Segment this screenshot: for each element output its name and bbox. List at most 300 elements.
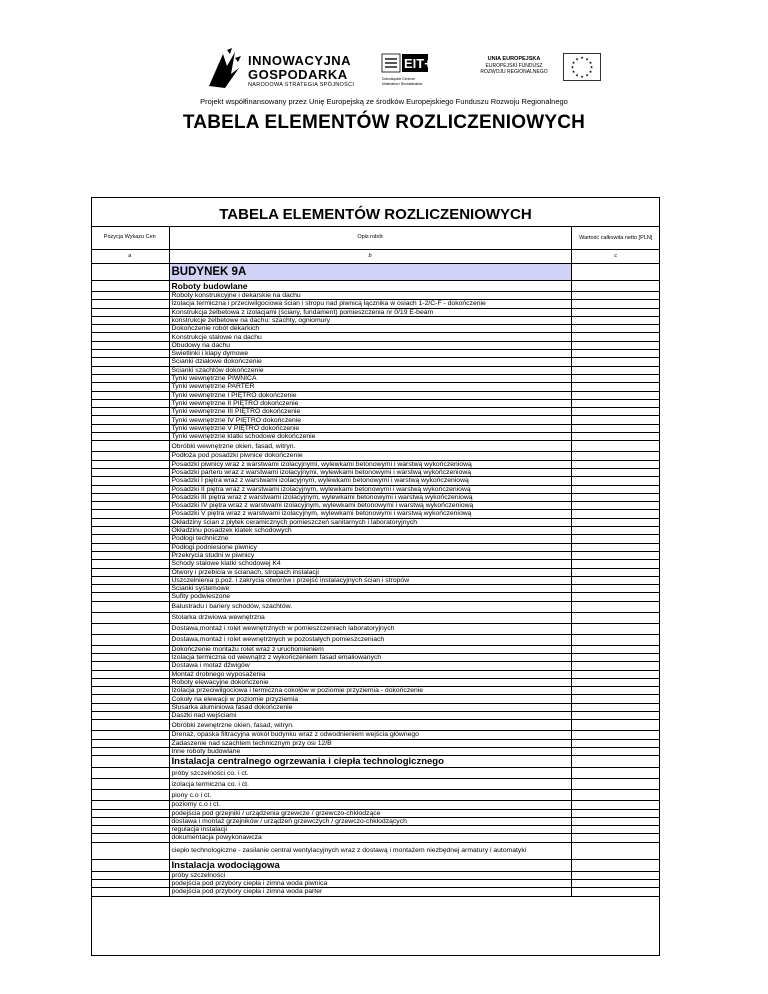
table-row xyxy=(91,842,660,859)
logo-name-line2: GOSPODARKA xyxy=(248,67,348,82)
value-cell xyxy=(571,871,660,879)
position-cell xyxy=(91,433,169,441)
description-cell: Tynki wewnętrzne PIWNICA xyxy=(169,374,571,382)
description-cell: Stolarka drzwiowa wewnętrzna xyxy=(169,612,571,623)
value-cell xyxy=(571,316,660,324)
table-row xyxy=(91,358,660,366)
description-cell: podejścia pod przybory ciepła i zimna woda parter xyxy=(169,888,571,896)
description-cell: Zadaszenie nad szachtem technicznym przy osi 12/B xyxy=(169,739,571,747)
table-row xyxy=(91,543,660,551)
table-row xyxy=(91,739,660,747)
value-cell xyxy=(571,468,660,476)
description-cell: Podłogi podniesione piwnicy xyxy=(169,543,571,551)
logo-subtitle: NARODOWA STRATEGIA SPÓJNOŚCI xyxy=(248,82,355,88)
position-cell xyxy=(91,826,169,834)
table-row xyxy=(91,712,660,720)
position-cell xyxy=(91,350,169,358)
description-cell: podejścia pod grzejniki / urządzenia grzewcze / grzewczo-chkłodzące xyxy=(169,809,571,817)
description-cell: Ślusarka aluminiowa fasad dokończenie xyxy=(169,703,571,711)
description-cell: Konstrukcje stalowe na dachu xyxy=(169,333,571,341)
table-row xyxy=(91,452,660,460)
description-cell: Tynki wewnętrzne III PIĘTRO dokończenie xyxy=(169,408,571,416)
elements-table xyxy=(91,226,660,897)
position-cell xyxy=(91,842,169,859)
table-row xyxy=(91,510,660,518)
value-cell xyxy=(571,834,660,842)
value-cell xyxy=(571,678,660,686)
description-cell: Tynki wewnętrzne I PIĘTRO dokończenie xyxy=(169,391,571,399)
position-cell xyxy=(91,790,169,801)
table-row xyxy=(91,678,660,686)
position-cell xyxy=(91,623,169,634)
value-cell xyxy=(571,880,660,888)
table-row xyxy=(91,695,660,703)
position-cell xyxy=(91,768,169,779)
svg-text:Materiałów i Biomateriałów: Materiałów i Biomateriałów xyxy=(382,82,423,86)
value-cell xyxy=(571,350,660,358)
table-row xyxy=(91,790,660,801)
description-cell: Posadzki V piętra wraz z warstwami izolacyjnym, wylewkami betonowymi i warstwą wykończeniową xyxy=(169,510,571,518)
table-row xyxy=(91,399,660,407)
position-cell xyxy=(91,576,169,584)
table-row xyxy=(91,560,660,568)
value-cell xyxy=(571,477,660,485)
description-cell: Okładzinu posadzek klatek schodowych xyxy=(169,527,571,535)
value-cell xyxy=(571,653,660,661)
position-cell xyxy=(91,325,169,333)
position-cell xyxy=(91,391,169,399)
value-cell xyxy=(571,551,660,559)
table-row xyxy=(91,576,660,584)
value-cell xyxy=(571,695,660,703)
value-cell xyxy=(571,670,660,678)
value-cell xyxy=(571,601,660,612)
position-cell xyxy=(91,341,169,349)
svg-text:★: ★ xyxy=(571,60,576,65)
col-header-description: Opis robót xyxy=(169,227,571,250)
col-header-position: Pozycja Wykazu Cen xyxy=(91,227,169,250)
value-cell xyxy=(571,535,660,543)
table-row xyxy=(91,634,660,645)
description-cell: Dostawa,montaż i rolet wewnętrznych w pozostałych pomieszczeniach xyxy=(169,634,571,645)
position-cell xyxy=(91,662,169,670)
eu-flag-icon xyxy=(563,53,601,81)
position-cell xyxy=(91,399,169,407)
table-row xyxy=(91,300,660,308)
value-cell xyxy=(571,341,660,349)
description-cell: Dokończenie montażu rolet wraz z uruchomieniem xyxy=(169,645,571,653)
table-row xyxy=(91,333,660,341)
position-cell xyxy=(91,888,169,896)
value-cell xyxy=(571,399,660,407)
description-cell: dokumentacja powykonawcza xyxy=(169,834,571,842)
value-cell xyxy=(571,739,660,747)
eu-line3: ROZWOJU REGIONALNEGO xyxy=(480,69,548,75)
value-cell xyxy=(571,308,660,316)
table-row xyxy=(91,817,660,825)
position-cell xyxy=(91,543,169,551)
description-cell: Tynki wewnętrzne PARTER xyxy=(169,383,571,391)
table-row xyxy=(91,485,660,493)
position-cell xyxy=(91,687,169,695)
position-cell xyxy=(91,316,169,324)
col-letter-b: b xyxy=(169,250,571,264)
description-cell: Obróbki zewnętrzne okien, fasad, witryn. xyxy=(169,720,571,731)
table-row xyxy=(91,871,660,879)
eit-logo xyxy=(378,52,452,92)
table-row xyxy=(91,593,660,601)
description-cell: Świetlinki i klapy dymowe xyxy=(169,350,571,358)
description-cell: ciepło technologiczne - zasilanie central wentylacyjnych wraz z dostawą i montażem niezbędnej armatury i automatyki xyxy=(169,842,571,859)
description-cell: Posadzki III piętra wraz z warstwami izolacyjnym, wylewkami betonowymi i warstwą wykończeniową xyxy=(169,493,571,501)
table-row xyxy=(91,433,660,441)
table-row xyxy=(91,568,660,576)
building-row xyxy=(91,264,660,281)
svg-text:★: ★ xyxy=(571,69,576,74)
position-cell xyxy=(91,292,169,300)
position-cell xyxy=(91,568,169,576)
value-cell xyxy=(571,687,660,695)
description-cell: Przekrycia studni w piwnicy xyxy=(169,551,571,559)
table-row xyxy=(91,747,660,755)
value-cell xyxy=(571,383,660,391)
table-title: TABELA ELEMENTÓW ROZLICZENIOWYCH xyxy=(219,206,532,223)
table-row xyxy=(91,316,660,324)
value-cell xyxy=(571,720,660,731)
svg-text:★: ★ xyxy=(575,56,579,62)
value-cell xyxy=(571,300,660,308)
value-cell xyxy=(571,527,660,535)
table-row xyxy=(91,662,660,670)
value-cell xyxy=(571,623,660,634)
table-row xyxy=(91,585,660,593)
description-cell: konstrukcje żelbetowe na dachu: szachty, ogniomury xyxy=(169,316,571,324)
value-cell xyxy=(571,842,660,859)
svg-text:★: ★ xyxy=(580,74,584,79)
value-cell xyxy=(571,518,660,526)
description-cell: Dostawa,montaż i rolet wewnętrznych w pomieszczeniach laboratoryjnych xyxy=(169,623,571,634)
section-title: Instalacja wodociągowa xyxy=(169,859,571,871)
description-cell: Tynki wewnętrzne IV PIĘTRO dokończenie xyxy=(169,416,571,424)
value-cell xyxy=(571,747,660,755)
description-cell: Dokończenie robót dekarkich xyxy=(169,325,571,333)
position-cell xyxy=(91,527,169,535)
description-cell: Uszczelnienia p.poż. i zakrycia otworów i przejść instalacyjnych ścian i stropów xyxy=(169,576,571,584)
section-row xyxy=(91,756,660,768)
value-cell xyxy=(571,779,660,790)
position-cell xyxy=(91,551,169,559)
value-cell xyxy=(571,585,660,593)
table-row xyxy=(91,374,660,382)
description-cell: Konstrukcja żelbetowa z izolacjami (ściany, fundament) pomieszczenia nr 0/19 E-beam xyxy=(169,308,571,316)
position-cell xyxy=(91,779,169,790)
table-row xyxy=(91,350,660,358)
svg-text:★: ★ xyxy=(580,55,584,60)
innowacyjna-gospodarka-logo xyxy=(205,46,245,92)
position-cell xyxy=(91,817,169,825)
value-cell xyxy=(571,366,660,374)
value-cell xyxy=(571,416,660,424)
value-cell xyxy=(571,612,660,623)
position-cell xyxy=(91,535,169,543)
description-cell: Otwory i przebicia w ścianach, stropach instalacji xyxy=(169,568,571,576)
description-cell: Podłogi techniczne xyxy=(169,535,571,543)
description-cell: piony c.o i ct. xyxy=(169,790,571,801)
description-cell: Roboty elewacyjne dokończenie xyxy=(169,678,571,686)
description-cell: izolacja termiczna co. i ct. xyxy=(169,779,571,790)
position-cell xyxy=(91,678,169,686)
table-row xyxy=(91,551,660,559)
position-cell xyxy=(91,374,169,382)
value-cell xyxy=(571,560,660,568)
table-row xyxy=(91,383,660,391)
value-cell xyxy=(571,731,660,739)
page-title: TABELA ELEMENTÓW ROZLICZENIOWYCH xyxy=(182,112,586,133)
position-cell xyxy=(91,416,169,424)
value-cell xyxy=(571,809,660,817)
position-cell xyxy=(91,747,169,755)
position-cell xyxy=(91,703,169,711)
description-cell: Ścianki szachtów dokończenie xyxy=(169,366,571,374)
position-cell xyxy=(91,670,169,678)
table-row xyxy=(91,888,660,896)
col-letter-a: a xyxy=(91,250,169,264)
table-row xyxy=(91,612,660,623)
table-row xyxy=(91,834,660,842)
description-cell: Drenaż, opaska filtracyjna wokół budynku wraz z odwodnieniem wejścia głównego xyxy=(169,731,571,739)
value-cell xyxy=(571,391,660,399)
table-row xyxy=(91,441,660,452)
table-row xyxy=(91,720,660,731)
value-cell xyxy=(571,593,660,601)
table-row xyxy=(91,391,660,399)
value-cell xyxy=(571,790,660,801)
header-row xyxy=(91,227,660,250)
table-row xyxy=(91,292,660,300)
position-cell xyxy=(91,560,169,568)
description-cell: Ścianki działowe dokończenie xyxy=(169,358,571,366)
description-cell: Tynki wewnętrzne klatki schodowe dokończenie xyxy=(169,433,571,441)
description-cell: Inne roboty budowlane xyxy=(169,747,571,755)
description-cell: Montaż drobnego wyposażenia xyxy=(169,670,571,678)
description-cell: Posadzki piwnicy wraz z warstwami izolacyjnymi, wylewkami betonowymi i warstwą wykończeniową xyxy=(169,460,571,468)
table-row xyxy=(91,308,660,316)
table-row xyxy=(91,670,660,678)
value-cell xyxy=(571,424,660,432)
description-cell: Obróbki wewnętrzne okien, fasad, witryn. xyxy=(169,441,571,452)
table-row xyxy=(91,687,660,695)
position-cell xyxy=(91,871,169,879)
description-cell: Posadzki I piętra wraz z warstwami izolacyjnym, wylewkami betonowymi i warstwą wykończeniową xyxy=(169,477,571,485)
value-cell xyxy=(571,712,660,720)
table-row xyxy=(91,341,660,349)
value-cell xyxy=(571,801,660,809)
value-cell xyxy=(571,888,660,896)
position-cell xyxy=(91,300,169,308)
table-row xyxy=(91,731,660,739)
table-row xyxy=(91,493,660,501)
position-cell xyxy=(91,731,169,739)
position-cell xyxy=(91,593,169,601)
position-cell xyxy=(91,834,169,842)
value-cell xyxy=(571,568,660,576)
table-row xyxy=(91,502,660,510)
position-cell xyxy=(91,612,169,623)
value-cell xyxy=(571,433,660,441)
table-row xyxy=(91,460,660,468)
description-cell: Podłoża pod posadzki piwnice dokończenie xyxy=(169,452,571,460)
description-cell: Izolacja termiczna od wewnątrz z wykończeniem fasad emaliowanych xyxy=(169,653,571,661)
value-cell xyxy=(571,576,660,584)
description-cell: Okładziny ścian z płytek ceramicznych pomieszczeń sanitarnych i laboratoryjnych xyxy=(169,518,571,526)
value-cell xyxy=(571,703,660,711)
value-cell xyxy=(571,662,660,670)
value-cell xyxy=(571,502,660,510)
value-cell xyxy=(571,358,660,366)
description-cell: Posadzki II piętra wraz z warstwami izolacyjnym, wylewkami betonowymi i warstwą wykończeniową xyxy=(169,485,571,493)
position-cell xyxy=(91,424,169,432)
description-cell: Izolacja termiczna i przeciwilgociowa ścian i stropu nad piwnicą łącznika w osiach 1-2/C-F - dokończenie xyxy=(169,300,571,308)
position-cell xyxy=(91,366,169,374)
position-cell xyxy=(91,585,169,593)
position-cell xyxy=(91,510,169,518)
value-cell xyxy=(571,333,660,341)
value-cell xyxy=(571,408,660,416)
description-cell: Posadzki parteru wraz z warstwami izolacyjnymi, wylewkami betonowymi i warstwą wykończeniową xyxy=(169,468,571,476)
section-title: Roboty budowlane xyxy=(169,281,571,292)
value-cell xyxy=(571,826,660,834)
section-row xyxy=(91,859,660,871)
position-cell xyxy=(91,485,169,493)
position-cell xyxy=(91,408,169,416)
table-row xyxy=(91,601,660,612)
position-cell xyxy=(91,502,169,510)
table-row xyxy=(91,703,660,711)
svg-text:Dolnośląskie Centrum: Dolnośląskie Centrum xyxy=(382,77,416,81)
description-cell: Daszki nad wejściami xyxy=(169,712,571,720)
value-cell xyxy=(571,510,660,518)
description-cell: dostawa i montaż grzejników / urządzeń grzewczych / grzewczo-chkłodzących xyxy=(169,817,571,825)
description-cell: regulacja instalacji xyxy=(169,826,571,834)
eit-label: EIT+ xyxy=(404,56,432,71)
position-cell xyxy=(91,880,169,888)
table-row xyxy=(91,645,660,653)
svg-text:★: ★ xyxy=(588,69,593,74)
table-row xyxy=(91,623,660,634)
position-cell xyxy=(91,452,169,460)
table-row xyxy=(91,477,660,485)
description-cell: Sufity podwieszone xyxy=(169,593,571,601)
description-cell: próby szczelności co. i ct. xyxy=(169,768,571,779)
description-cell: Cokoły na elewacji w poziomie przyziemia xyxy=(169,695,571,703)
value-cell xyxy=(571,768,660,779)
value-cell xyxy=(571,543,660,551)
description-cell: poziomy c.o i ct. xyxy=(169,801,571,809)
table-row xyxy=(91,535,660,543)
svg-text:★: ★ xyxy=(585,72,589,78)
value-cell xyxy=(571,493,660,501)
description-cell: Schody stalowe klatki schodowej K4 xyxy=(169,560,571,568)
position-cell xyxy=(91,518,169,526)
value-cell xyxy=(571,634,660,645)
position-cell xyxy=(91,634,169,645)
description-cell: Posadzki IV piętra wraz z warstwami izolacyjnym, wylewkami betonowymi i warstwą wykończeniową xyxy=(169,502,571,510)
col-letter-c: c xyxy=(571,250,660,264)
position-cell xyxy=(91,601,169,612)
position-cell xyxy=(91,653,169,661)
value-cell xyxy=(571,325,660,333)
value-cell xyxy=(571,292,660,300)
eu-line1: UNIA EUROPEJSKA xyxy=(487,56,541,62)
logo-name-line1: INNOWACYJNA xyxy=(248,53,352,68)
description-cell: Dostawa i motaż dźwigów xyxy=(169,662,571,670)
position-cell xyxy=(91,308,169,316)
table-row xyxy=(91,468,660,476)
description-cell: Obudowy na dachu xyxy=(169,341,571,349)
table-row xyxy=(91,325,660,333)
description-cell: próby szczelności xyxy=(169,871,571,879)
value-cell xyxy=(571,460,660,468)
table-row xyxy=(91,408,660,416)
value-cell xyxy=(571,645,660,653)
position-cell xyxy=(91,477,169,485)
table-row xyxy=(91,779,660,790)
table-row xyxy=(91,653,660,661)
position-cell xyxy=(91,809,169,817)
position-cell xyxy=(91,468,169,476)
value-cell xyxy=(571,452,660,460)
position-cell xyxy=(91,460,169,468)
position-cell xyxy=(91,333,169,341)
col-header-value: Wartość całkowita netto [PLN] xyxy=(571,227,660,250)
eu-line2: EUROPEJSKI FUNDUSZ xyxy=(485,62,543,69)
position-cell xyxy=(91,712,169,720)
letter-row xyxy=(91,250,660,264)
value-cell xyxy=(571,441,660,452)
position-cell xyxy=(91,645,169,653)
table-row xyxy=(91,518,660,526)
position-cell xyxy=(91,801,169,809)
table-row xyxy=(91,826,660,834)
description-cell: Izolacja przeciwilgociowa i termiczna cokołów w poziomie przyziemia - dokończenie xyxy=(169,687,571,695)
table-row xyxy=(91,424,660,432)
table-row xyxy=(91,416,660,424)
position-cell xyxy=(91,358,169,366)
section-title: Instalacja centralnego ogrzewania i ciepła technologicznego xyxy=(169,756,571,768)
svg-text:★: ★ xyxy=(570,64,575,70)
svg-text:★: ★ xyxy=(589,64,594,70)
value-cell xyxy=(571,817,660,825)
description-cell: podejścia pod przybory ciepła i zimna woda piwnica xyxy=(169,880,571,888)
description-cell: Tynki wewnętrzne II PIĘTRO dokończenie xyxy=(169,399,571,407)
value-cell xyxy=(571,485,660,493)
eu-text xyxy=(468,56,560,76)
description-cell: Tynki wewnętrzne V PIĘTRO dokończenie xyxy=(169,424,571,432)
position-cell xyxy=(91,739,169,747)
table-row xyxy=(91,527,660,535)
cofinancing-note: Projekt współfinansowany przez Unię Europejską ze środków Europejskiego Funduszu Rozwoju Regionalnego xyxy=(200,97,568,106)
section-row xyxy=(91,281,660,292)
position-cell xyxy=(91,695,169,703)
position-cell xyxy=(91,441,169,452)
description-cell: Ścianki systemowe xyxy=(169,585,571,593)
svg-text:★: ★ xyxy=(588,60,593,65)
value-cell xyxy=(571,374,660,382)
description-cell: Roboty konstrukcyjne i dekarskie na dachu xyxy=(169,292,571,300)
table-row xyxy=(91,366,660,374)
position-cell xyxy=(91,383,169,391)
svg-text:★: ★ xyxy=(585,56,589,62)
